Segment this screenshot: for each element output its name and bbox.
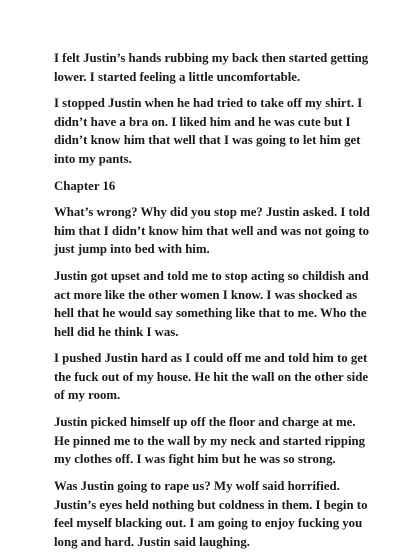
paragraph-7: Was Justin going to rape us? My wolf said horrified. Justin’s eyes held nothing but coldness in them. I begin to feel myself blacking out. I am going to enjoy fucking you long and hard. Justin said laughing. — [54, 479, 368, 549]
paragraph-2: I stopped Justin when he had tried to take off my shirt. I didn’t have a bra on. I liked him and he was cute but I didn’t know him that well that I was going to let him get into my pants. — [54, 96, 363, 166]
document-body — [54, 49, 372, 559]
paragraph-4: Justin got upset and told me to stop acting so childish and act more like the other women I know. I was shocked as hell that he would say something like that to me. Who the hell did he think I was. — [54, 269, 369, 339]
paragraph-3: What’s wrong? Why did you stop me? Justin asked. I told him that I didn’t know him that well and was not going to just jump into bed with him. — [54, 205, 370, 257]
paragraph-6: Justin picked himself up off the floor and charge at me. He pinned me to the wall by my neck and started ripping my clothes off. I was fight him but he was so strong. — [54, 415, 366, 467]
chapter-heading: Chapter 16 — [54, 178, 116, 193]
paragraph-1: I felt Justin’s hands rubbing my back then started getting lower. I started feeling a little uncomfortable. — [54, 51, 369, 84]
paragraph-5: I pushed Justin hard as I could off me and told him to get the fuck out of my house. He hit the wall on the other side of my room. — [54, 351, 368, 403]
